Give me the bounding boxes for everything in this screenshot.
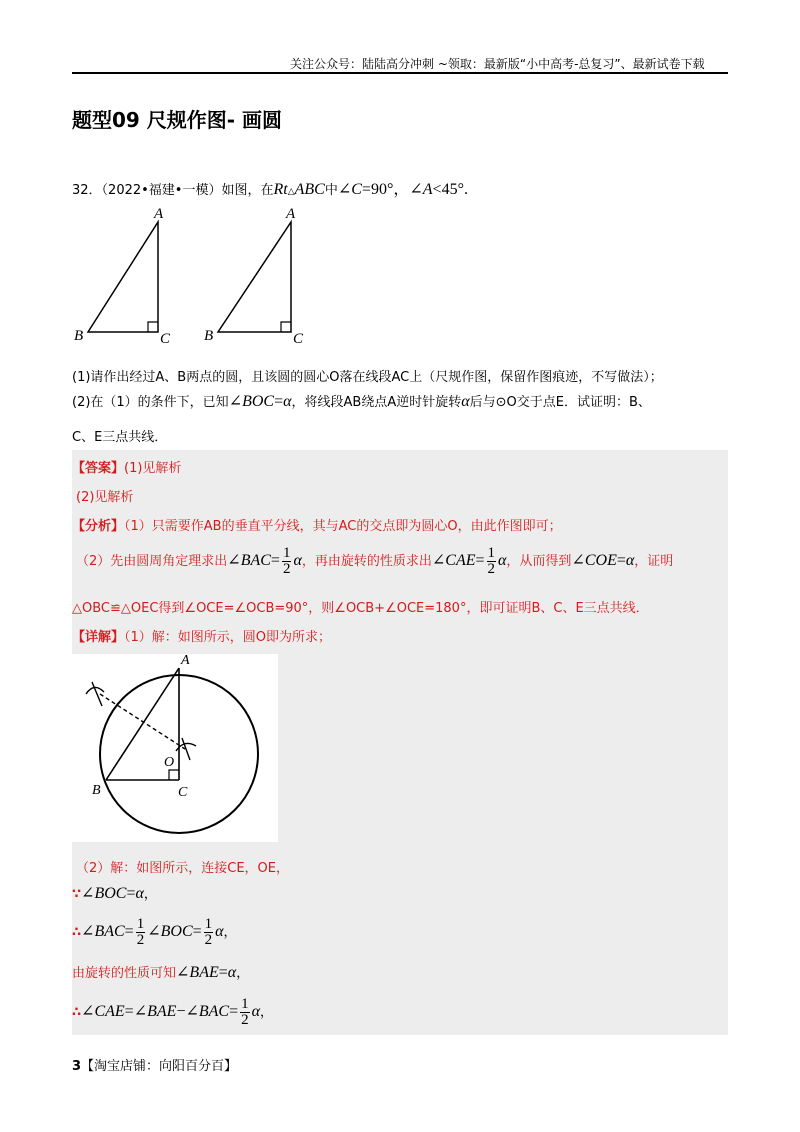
alpha-symbol: α [227,964,237,981]
fraction-denominator: 2 [282,561,291,577]
alpha-symbol: α [283,393,292,410]
analysis-2-rotate: ，再由旋转的性质求出 [301,554,432,569]
fraction-half [282,546,292,577]
triangle-symbol: △ [287,187,295,197]
part-2-text [72,391,651,411]
figure-background [72,654,278,842]
page-number: 3 [72,1059,82,1074]
step-rotation [72,962,249,982]
page-header: 关注公众号：陆陆高分冲刺 ~领取：最新版“小中高考-总复习”、最新试卷下载 [290,57,705,71]
equals-sign: = [616,552,626,569]
triangle-abc-right [218,222,291,332]
answer-1: (1)见解析 [124,461,182,476]
alpha-symbol: α [625,552,635,569]
fraction-denominator: 2 [487,561,496,577]
fraction-numerator: 1 [241,996,249,1012]
detail-1: （1）解：如图所示，圆O即为所求； [124,630,332,645]
alpha-symbol: α [215,923,224,940]
because-symbol: ∵ [72,887,82,902]
comma: ， [143,887,157,902]
angle-bac: ∠BAC [227,552,271,569]
label-o: O [164,755,175,770]
comma: ， [236,966,250,981]
section-title: 题型09 尺规作图- 画圆 [72,108,283,132]
fraction-half [487,546,497,577]
problem-statement [72,176,468,199]
angle-cae: ∠CAE [431,552,476,569]
answer-line-1 [72,457,181,476]
minus-sign: − [176,1003,186,1020]
angle-bae: ∠BAE [176,964,219,981]
rt-label: Rt [273,181,288,198]
analysis-2-prove: ，证明 [634,554,674,569]
angle-boc: ∠BOC [147,923,193,940]
equals-sign: = [124,923,134,940]
comma: ， [260,1005,274,1020]
part-2-prove: 后与⊙O交于点E．试证明：B、 [469,395,651,410]
analysis-2-thus: ，从而得到 [506,554,572,569]
analysis-tag: 【分析】 [72,519,125,534]
analysis-line-2 [76,546,673,577]
fraction-numerator: 1 [487,545,496,561]
label-c-left: C [160,331,171,347]
angle-bac: ∠BAC [81,923,125,940]
part-2-intro: (2)在（1）的条件下，已知 [72,395,229,410]
label-c: C [178,785,188,800]
analysis-line-1 [72,515,562,534]
analysis-1: （1）只需要作AB的垂直平分线，其与AC的交点即为圆心O，由此作图即可； [124,519,562,534]
label-b: B [92,783,101,798]
therefore-symbol: ∴ [72,925,82,940]
circle-construction-figure [72,654,278,842]
answer-tag: 【答案】 [72,461,125,476]
page-footer [72,1055,237,1074]
part-2-rotate: ，将线段AB绕点A逆时针旋转 [291,395,462,410]
equals-sign: = [274,393,284,410]
fraction-half [136,917,146,948]
alpha-symbol: α [135,885,144,902]
angle-c-value: =90°， [361,181,410,198]
right-angle-mark-left [148,322,158,332]
label-a: A [181,654,190,668]
angle-bae: ∠BAE [133,1003,177,1020]
problem-source: 32．（2022•福建•一模）如图，在 [72,183,274,198]
angle-coe: ∠COE [571,552,617,569]
label-c-right: C [293,331,304,347]
equals-sign: = [475,552,485,569]
header-divider [72,72,728,74]
therefore-symbol: ∴ [72,1005,82,1020]
fraction-denominator: 2 [136,932,145,948]
detail-2: （2）解：如图所示，连接CE，OE， [76,861,290,876]
detail-tag: 【详解】 [72,630,125,645]
equals-sign: = [192,923,202,940]
footer-text: 【淘宝店铺：向阳百分百】 [81,1059,238,1074]
fraction-numerator: 1 [282,545,291,561]
angle-c: ∠C [337,181,362,198]
angle-a-condition: <45°. [432,181,468,198]
triangle-abc-left [88,222,158,332]
alpha-symbol: α [293,552,302,569]
answer-2: (2)见解析 [76,490,134,505]
fraction-denominator: 2 [204,932,213,948]
angle-boc: ∠BOC [228,393,275,410]
alpha-symbol: α [498,552,507,569]
part-1-text: (1)请作出经过A、B两点的圆，且该圆的圆心O落在线段AC上（尺规作图，保留作图痕迹，不写做法）； [72,370,663,385]
equals-sign: = [229,1003,239,1020]
label-b-left: B [74,328,84,344]
angle-boc: ∠BOC [81,885,127,902]
fraction-half [240,997,250,1028]
step-because [72,883,157,903]
equals-sign: = [126,885,136,902]
triangle-name: ABC [294,181,325,198]
alpha-symbol: α [251,1003,261,1020]
label-b-right: B [204,328,214,344]
analysis-2-intro: （2）先由圆周角定理求出 [76,554,228,569]
label-a-left: A [154,206,164,222]
comma: ， [223,925,237,940]
triangle-figure-left [72,200,192,350]
angle-cae: ∠CAE [81,1003,125,1020]
zhong-text: 中 [324,183,338,198]
fraction-numerator: 1 [204,916,213,932]
analysis-3: △OBC≌△OEC得到∠OCE=∠OCB=90°，则∠OCB+∠OCE=180°，即可证明B、C、E三点共线． [72,601,649,616]
fraction-half [204,917,214,948]
fraction-numerator: 1 [136,916,145,932]
angle-bac: ∠BAC [185,1003,230,1020]
fraction-denominator: 2 [241,1012,249,1028]
equals-sign: = [270,552,280,569]
angle-a: ∠A [409,181,433,198]
detail-line-1 [72,626,331,645]
equals-sign: = [218,964,228,981]
triangle-figure-right [198,200,318,350]
step-therefore-2 [72,997,273,1028]
step-therefore-1 [72,917,237,948]
label-a-right: A [286,206,296,222]
part-2-line-2: C、E三点共线． [72,430,168,445]
right-angle-mark-right [281,322,291,332]
alpha-symbol: α [461,393,470,410]
equals-sign: = [124,1003,134,1020]
rotation-text: 由旋转的性质可知 [72,966,177,981]
